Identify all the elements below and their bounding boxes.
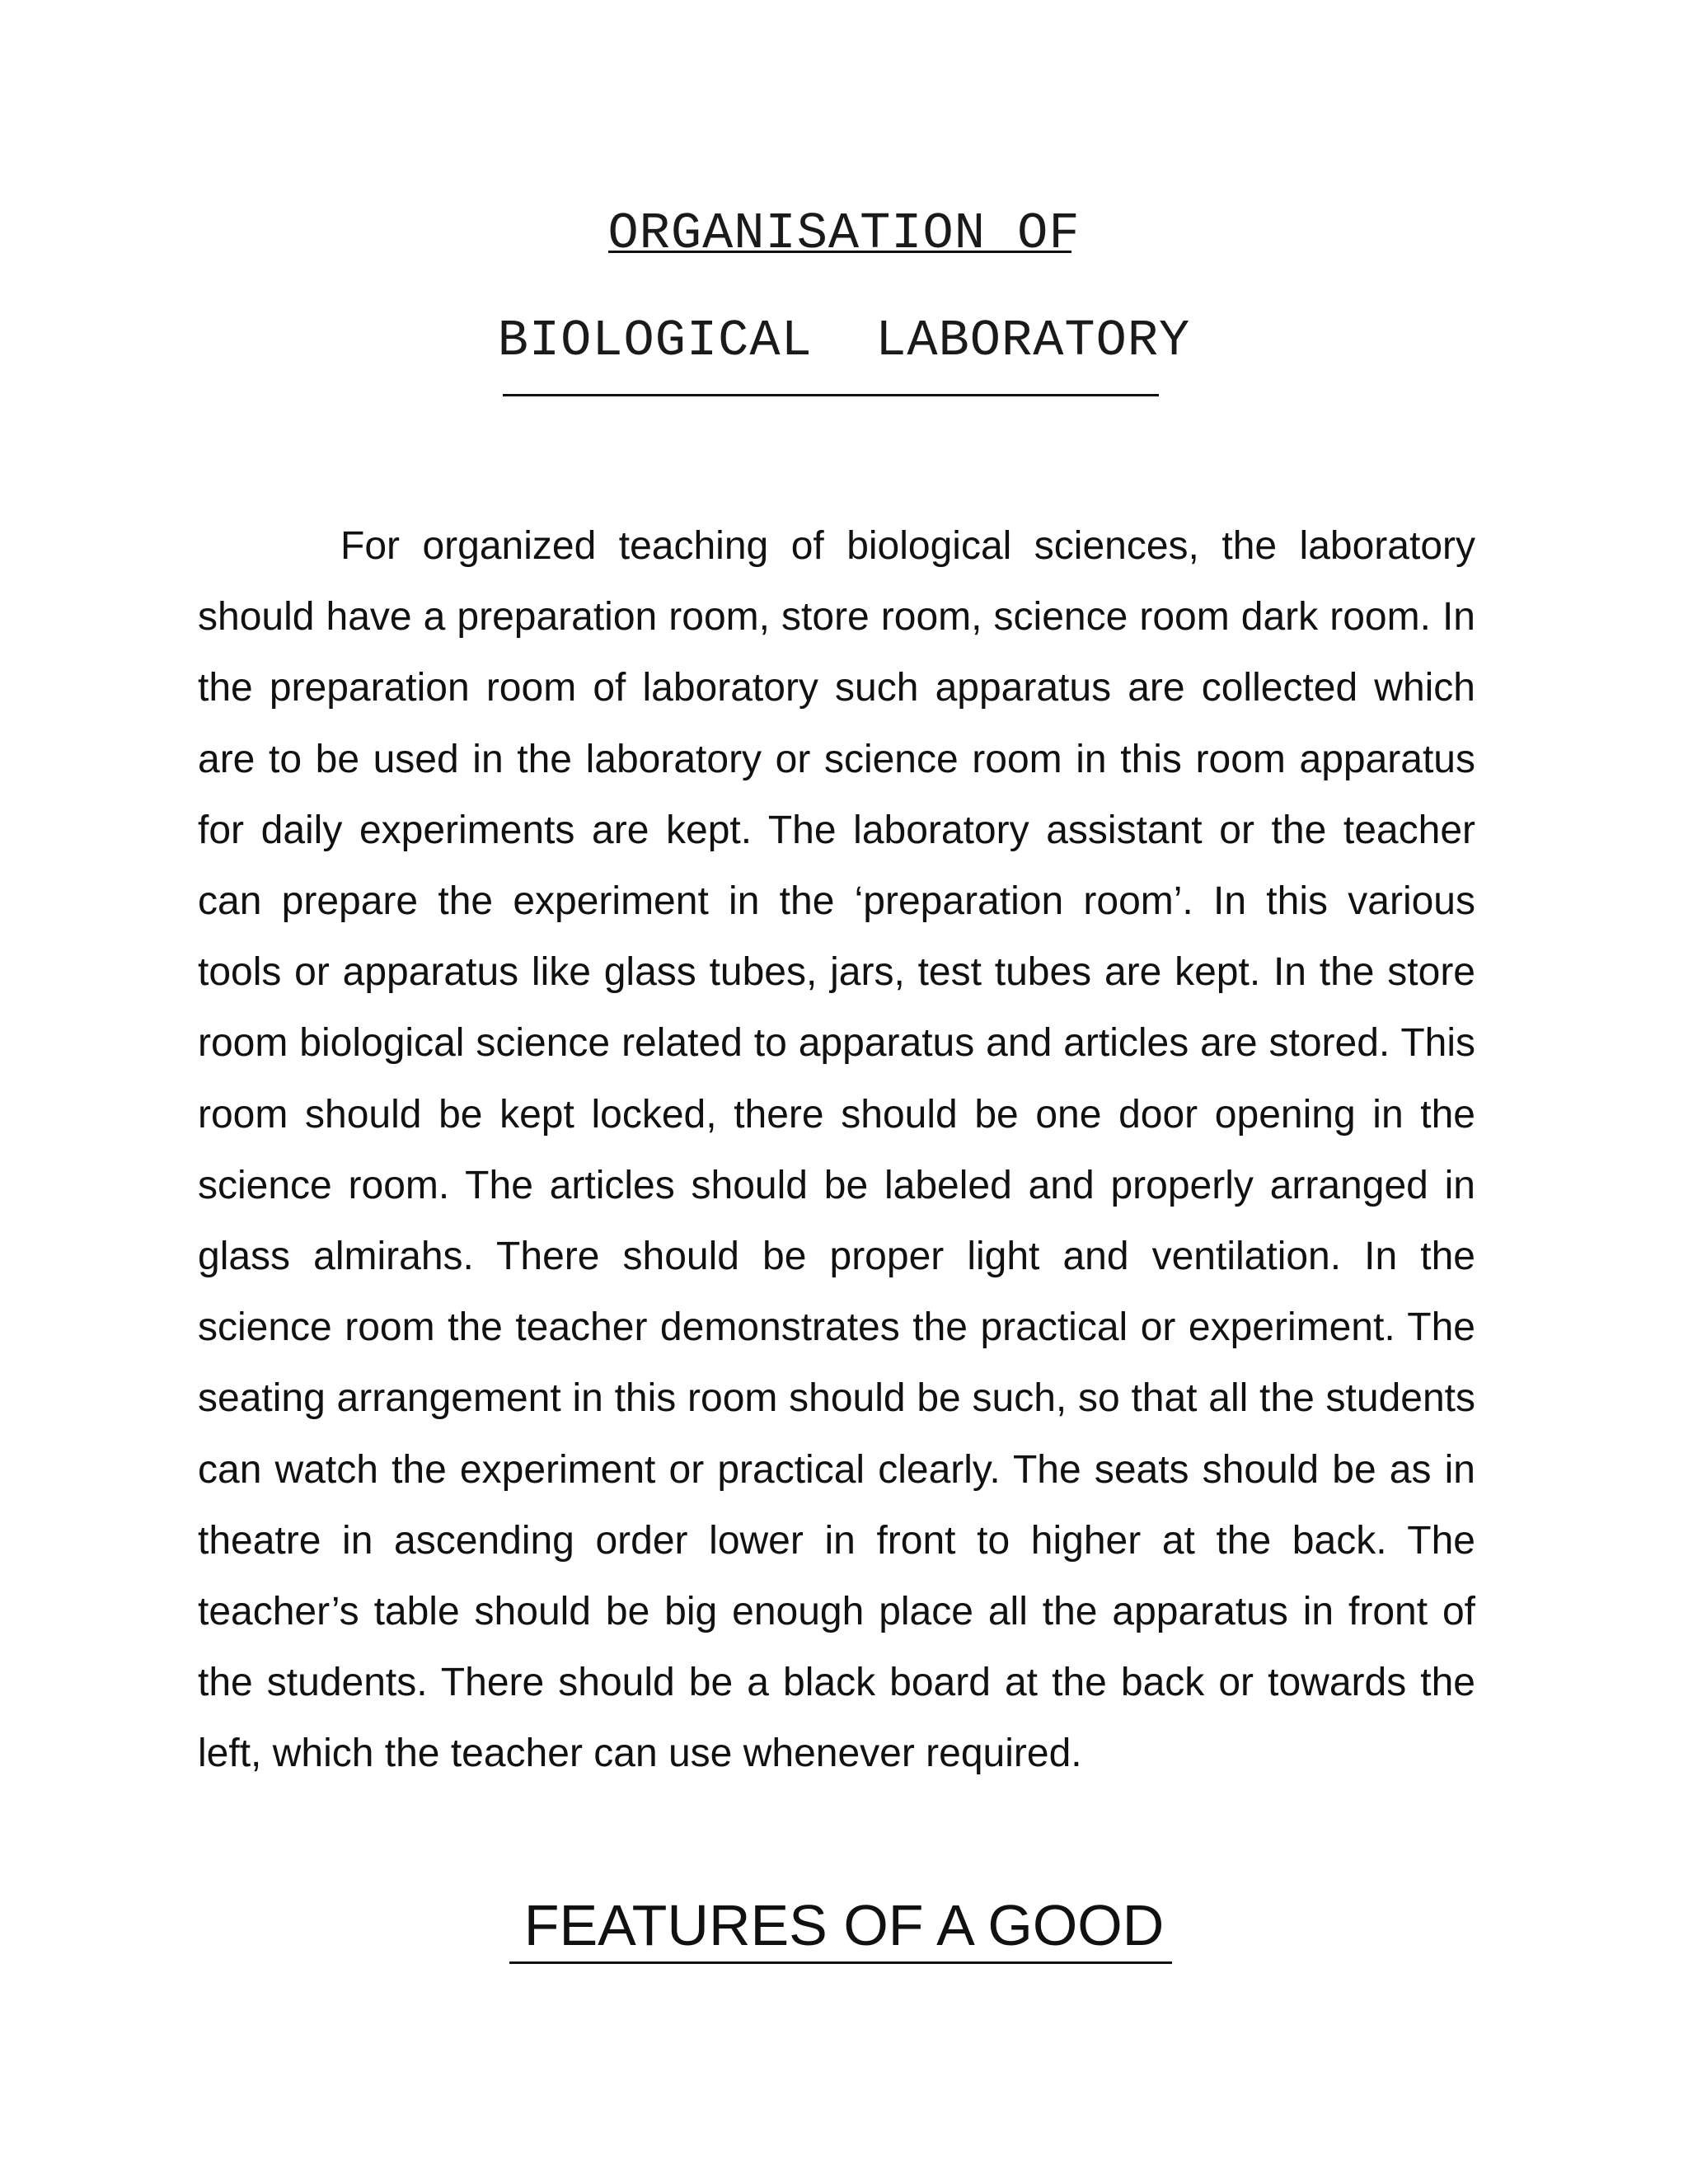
body-paragraph: For organized teaching of biological sciences, the laboratory should have a preparation room, store room, science room dark room. In the preparation room of laboratory such apparatus are collected which are to be used in the laboratory or science room in this room apparatus for daily experiments are kept. The laboratory assistant or the teacher can prepare the experiment in the ‘preparation room’. In this various tools or apparatus like glass tubes, jars, test tubes are kept. In the store room biological science related to apparatus and articles are stored. This room should be kept locked, there should be one door opening in the science room. The articles should be labeled and properly arranged in glass almirahs. There should be proper light and ventilation. In the science room the teacher demonstrates the practical or experiment. The seating arrangement in this room should be such, so that all the students can watch the experiment or practical clearly. The seats should be as in theatre in ascending order lower in front to higher at the back. The teacher’s table should be big enough place all the apparatus in front of the students. There should be a black board at the back or towards the left, which the teacher can use whenever required.: [198, 524, 1475, 1776]
title-underline-2: [503, 394, 1159, 396]
title-underline-1: [608, 251, 1071, 253]
section-heading: FEATURES OF A GOOD: [523, 1893, 1165, 1957]
section-heading-underline: [509, 1961, 1172, 1964]
title-line-1: ORGANISATION OF: [607, 204, 1081, 263]
title-line-2: BIOLOGICAL LABORATORY: [497, 312, 1191, 370]
